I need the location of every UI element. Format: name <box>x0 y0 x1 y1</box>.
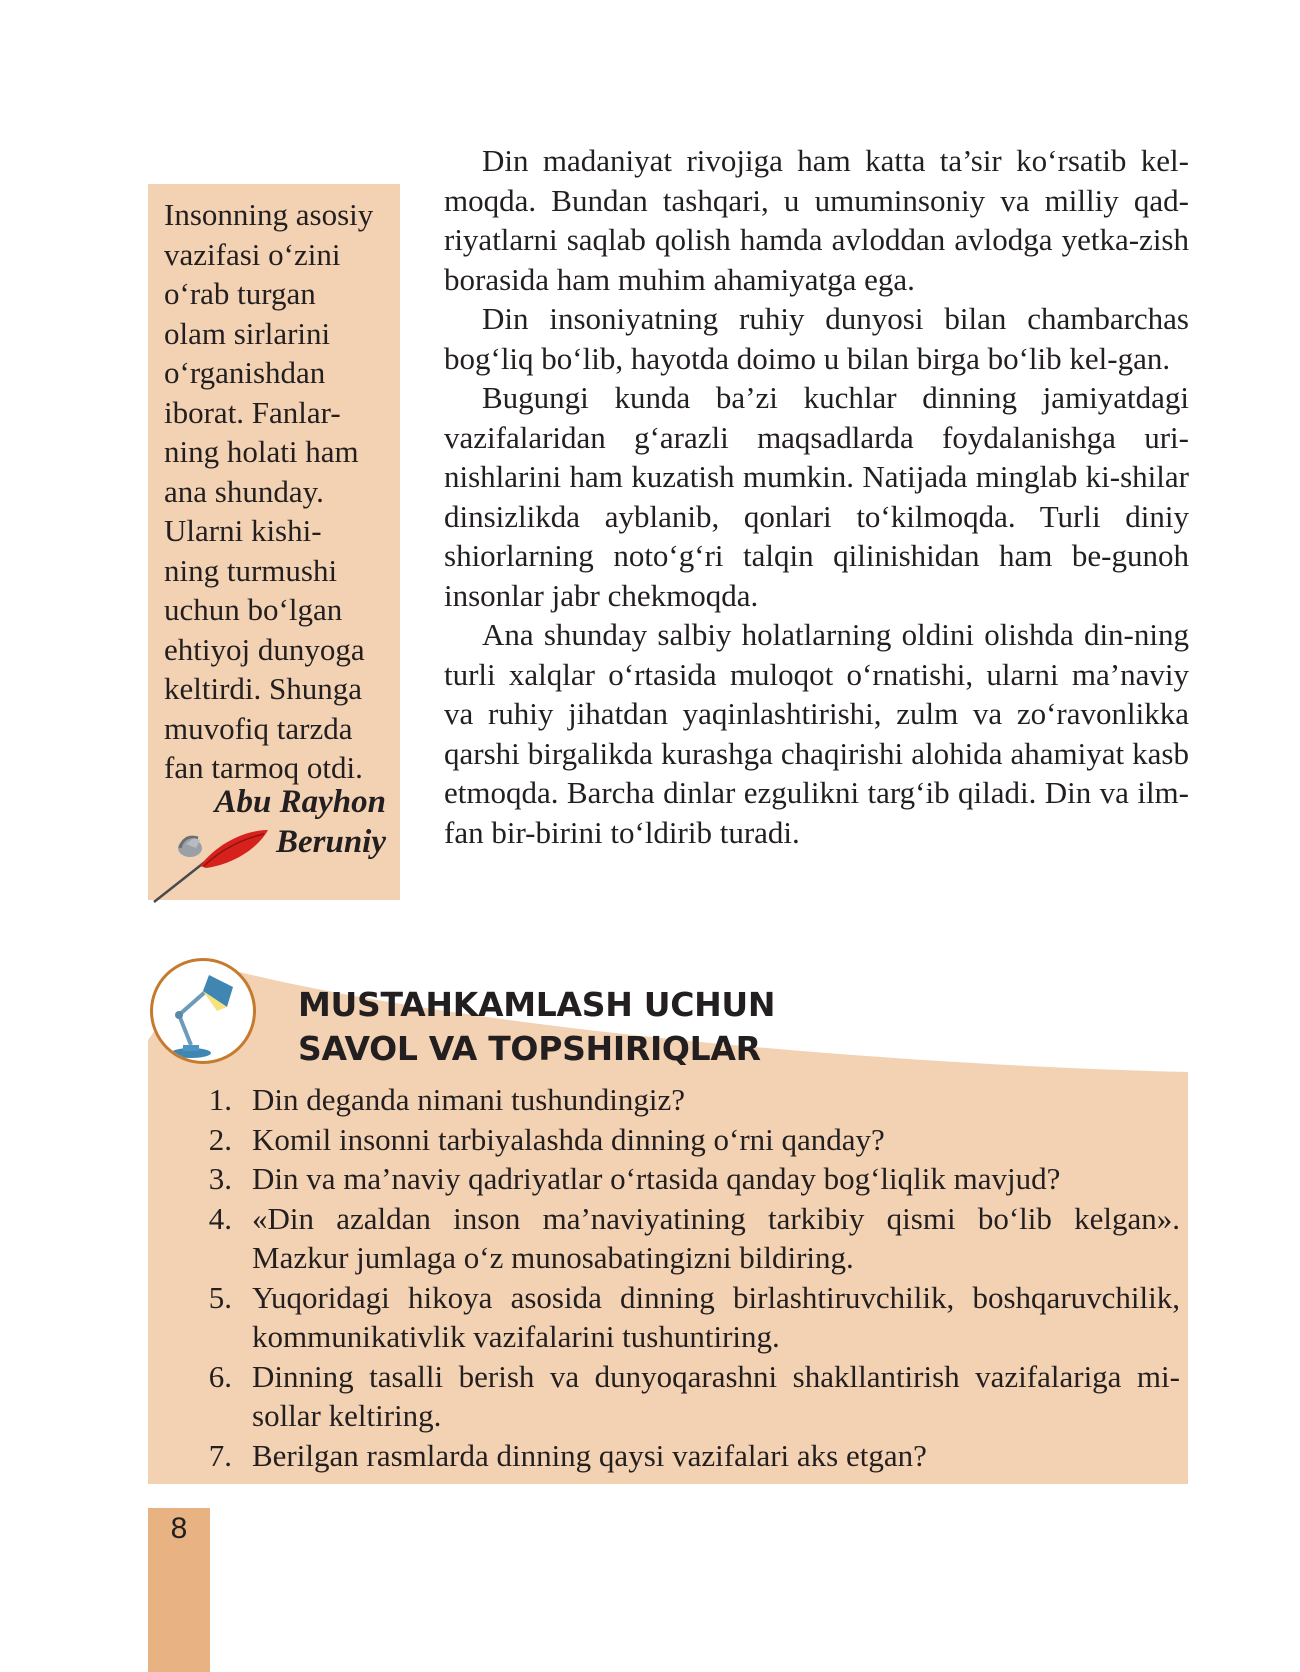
quote-line: vazifasi o‘zini <box>164 236 341 272</box>
question-text: Berilgan rasmlarda dinning qaysi vazifalari aks etgan? <box>252 1437 927 1473</box>
quote-line: ning holati ham <box>164 434 359 469</box>
quote-line: olam sirlarini <box>164 315 331 351</box>
question-number: 3. <box>208 1161 232 1196</box>
question-text: Yuqoridagi hikoya asosida dinning birlashtiruvchilik, boshqaruvchilik, kommunikativlik vazifalarini tushuntiring. <box>252 1279 1180 1354</box>
section-title <box>298 983 775 1071</box>
quote-line: uchun bo‘lgan <box>164 592 343 627</box>
quote-line: fan tarmoq otdi. <box>164 750 363 785</box>
question-item <box>180 1120 1180 1160</box>
question-item <box>180 1357 1180 1436</box>
question-text: Dinning tasalli berish va dunyoqarashni shakllantirish vazifalariga mi-sollar keltiring. <box>252 1358 1180 1433</box>
question-number: 6. <box>208 1358 232 1394</box>
quote-line: ana shunday. <box>164 473 324 509</box>
quote-line: ehtiyoj dunyoga <box>164 631 365 667</box>
paragraph: Bugungi kunda ba’zi kuchlar dinning jamiyatdagi vazifalaridan g‘arazli maqsadlarda foydalanishga uri-nishlarini ham kuzatish mumkin. Natijada minglab ki-shilar dinsizlikda ayblanib, qonlari to‘kilmoqda. Turli diniy shiorlarning noto‘g‘ri talqin qilinishidan ham be-gunoh insonlar jabr chekmoqda. <box>444 380 1189 613</box>
paragraph: Din insoniyatning ruhiy dunyosi bilan chambarchas bog‘liq bo‘lib, hayotda doimo u bilan birga bo‘lib kel-gan. <box>444 301 1189 376</box>
question-item <box>180 1436 1180 1476</box>
section-title-line: MUSTAHKAMLASH UCHUN <box>298 985 776 1024</box>
quote-line: muvofiq tarzda <box>164 710 353 746</box>
quote-line: Insonning asosiy <box>164 197 374 232</box>
section-title-line: SAVOL VA TOPSHIRIQLAR <box>298 1029 761 1068</box>
paragraph: Din madaniyat rivojiga ham katta ta’sir ko‘rsatib kel-moqda. Bundan tashqari, u umuminsoniy va milliy qad-riyatlarni saqlab qolish hamda avloddan avlodga yetka-zish borasida ham muhim ahamiyatga ega. <box>444 143 1189 297</box>
question-item <box>180 1199 1180 1278</box>
question-text: Din deganda nimani tushundingiz? <box>252 1082 686 1117</box>
page-number: 8 <box>170 1512 188 1545</box>
author-last-name: Beruniy <box>275 824 386 860</box>
questions-list <box>180 1080 1180 1475</box>
quote-line: iborat. Fanlar- <box>164 394 341 430</box>
question-item <box>180 1080 1180 1120</box>
quote-line: ning turmushi <box>164 552 338 588</box>
quote-line: Ularni kishi- <box>164 513 322 548</box>
desk-lamp-icon <box>150 958 256 1064</box>
quote-line: keltirdi. Shunga <box>164 671 363 706</box>
question-number: 5. <box>208 1279 232 1315</box>
author-first-name: Abu Rayhon <box>214 784 386 820</box>
question-number: 2. <box>208 1121 232 1157</box>
question-number: 7. <box>208 1437 232 1473</box>
question-number: 1. <box>208 1082 232 1117</box>
question-text: «Din azaldan inson ma’naviyatining tarkibiy qismi bo‘lib kelgan». Mazkur jumlaga o‘z munosabatingizni bildiring. <box>252 1200 1180 1275</box>
question-text: Din va ma’naviy qadriyatlar o‘rtasida qanday bog‘liqlik mavjud? <box>252 1161 1061 1196</box>
question-number: 4. <box>208 1200 232 1236</box>
question-item <box>180 1278 1180 1357</box>
quote-line: o‘rganishdan <box>164 355 326 390</box>
question-item <box>180 1159 1180 1199</box>
paragraph: Ana shunday salbiy holatlarning oldini olishda din-ning turli xalqlar o‘rtasida muloqot o‘rnatishi, ularni ma’naviy va ruhiy jihatdan yaqinlashtirishi, zulm va zo‘ravonlikka qarshi birgalikda kurashga chaqirishi alohida ahamiyat kasb etmoqda. Barcha dinlar ezgulikni targ‘ib qiladi. Din va ilm-fan bir-birini to‘ldirib turadi. <box>444 617 1189 850</box>
question-text: Komil insonni tarbiyalashda dinning o‘rni qanday? <box>252 1121 885 1157</box>
quote-line: o‘rab turgan <box>164 276 316 311</box>
